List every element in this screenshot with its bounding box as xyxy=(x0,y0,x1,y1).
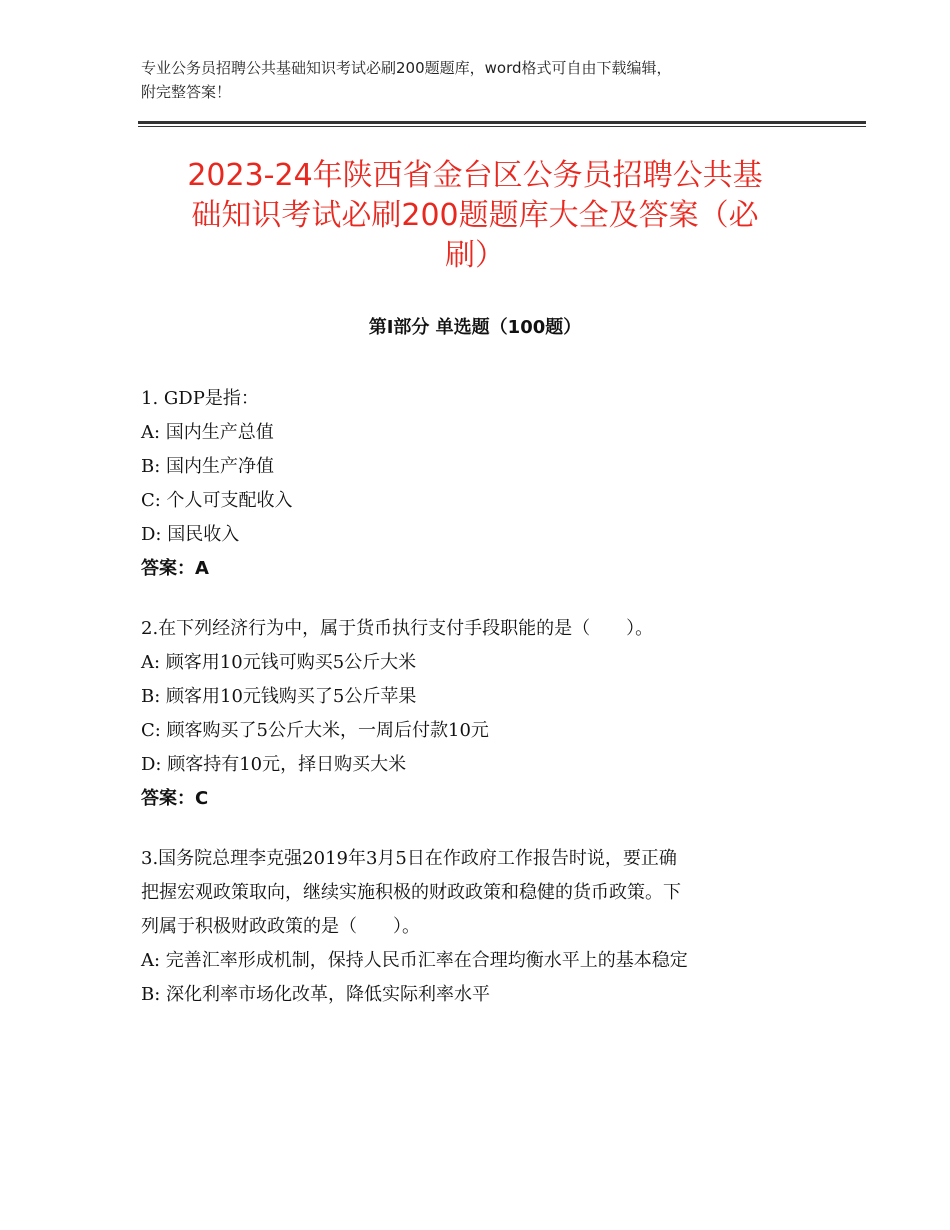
option-a: A: 顾客用10元钱可购买5公斤大米 xyxy=(141,652,417,673)
question-stem-line-2: 把握宏观政策取向，继续实施积极的财政政策和稳健的货币政策。下 xyxy=(141,882,681,903)
option-d: D: 国民收入 xyxy=(141,524,240,545)
header-note xyxy=(141,56,821,104)
question-stem: 2.在下列经济行为中，属于货币执行支付手段职能的是（ ）。 xyxy=(141,618,654,639)
question-1 xyxy=(141,382,811,586)
option-a: A: 国内生产总值 xyxy=(141,422,274,443)
section-heading: 第Ⅰ部分 单选题（100题） xyxy=(368,317,582,338)
header-divider-thick xyxy=(138,121,866,124)
option-a: A: 完善汇率形成机制，保持人民币汇率在合理均衡水平上的基本稳定 xyxy=(141,950,688,971)
option-c: C: 顾客购买了5公斤大米，一周后付款10元 xyxy=(141,720,489,741)
question-stem: 1. GDP是指： xyxy=(141,388,259,409)
question-stem-line-3: 列属于积极财政政策的是（ ）。 xyxy=(141,916,420,937)
option-b: B: 国内生产净值 xyxy=(141,456,275,477)
answer-label: 答案：C xyxy=(141,788,209,809)
option-b: B: 顾客用10元钱购买了5公斤苹果 xyxy=(141,686,417,707)
option-b: B: 深化利率市场化改革，降低实际利率水平 xyxy=(141,984,491,1005)
question-3 xyxy=(141,842,811,1012)
option-c: C: 个人可支配收入 xyxy=(141,490,293,511)
option-d: D: 顾客持有10元，择日购买大米 xyxy=(141,754,407,775)
header-note-line-2: 附完整答案！ xyxy=(141,83,232,101)
header-divider-thin xyxy=(138,126,866,127)
answer-label: 答案：A xyxy=(141,558,209,579)
document-title xyxy=(140,156,810,276)
question-stem-line-1: 3.国务院总理李克强2019年3月5日在作政府工作报告时说，要正确 xyxy=(141,848,677,869)
header-note-line-1: 专业公务员招聘公共基础知识考试必刷200题题库，word格式可自由下载编辑， xyxy=(141,59,672,77)
question-list xyxy=(141,382,811,1038)
document-title-line-3: 刷） xyxy=(445,238,505,273)
question-2 xyxy=(141,612,811,816)
document-title-line-1: 2023-24年陕西省金台区公务员招聘公共基 xyxy=(187,158,763,193)
document-title-line-2: 础知识考试必刷200题题库大全及答案（必 xyxy=(191,198,759,233)
